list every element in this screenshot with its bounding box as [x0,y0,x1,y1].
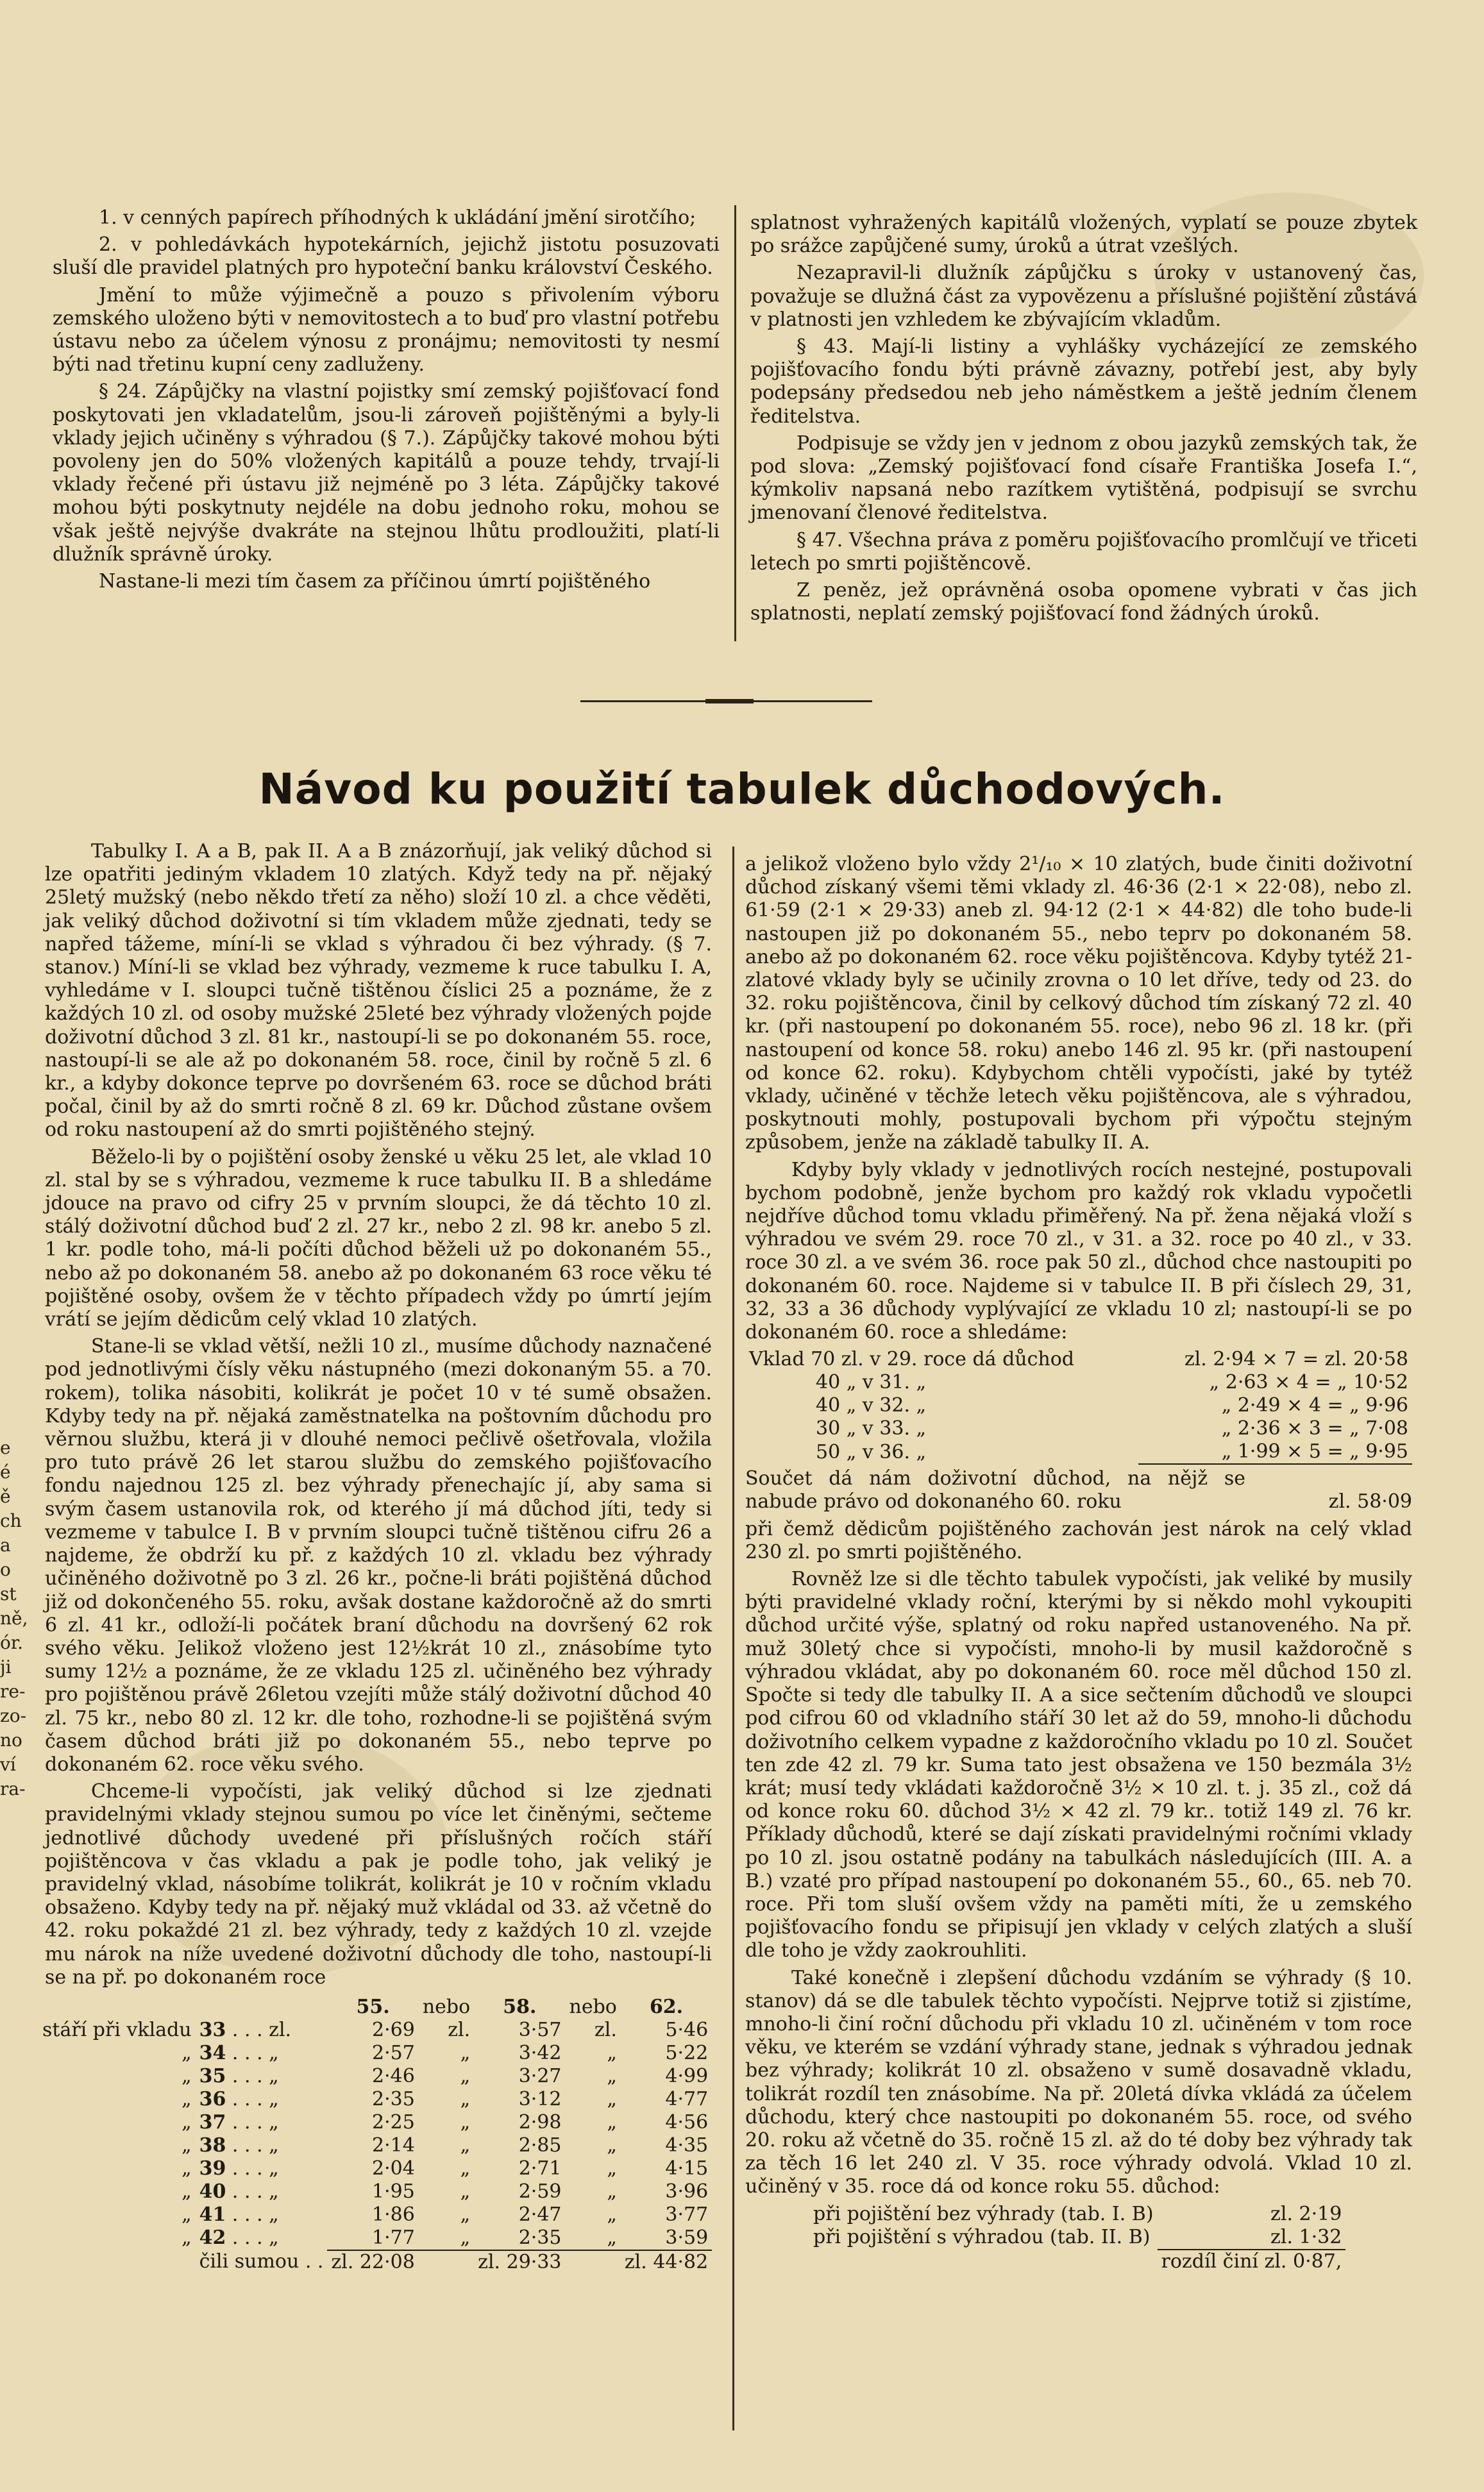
ditto-mark: „ [419,2227,474,2250]
row-label: při pojištění bez výhrady (tab. I. B) [813,2202,1154,2225]
ditto-mark: „ [181,2157,192,2180]
value-cell: 2·35 [372,2087,415,2110]
value-cell: 2·59 [518,2180,562,2203]
paragraph: § 24. Zápůjčky na vlastní pojistky smí zemský pojišťovací fond poskytovati jen vkladatelům, jsou-li zároveň pojištěnými a byly-li vklady jejich učiněny s výhradou (§ 7.). Zápůjčky takové mohou býti povoleny jen do 50% vložených kapitálů a pouze tehdy, trvají-li vklady řečené při ústavu již nejméně po 3 léta. Zápůjčky takové mohou býti poskytnuty nejdéle na dobu jednoho roku, mohou se však ještě nejvýše dvakráte na stejnou lhůtu prodloužiti, platí-li dlužník správně úroky. [53,380,720,566]
table-row [38,2134,712,2157]
value-cell: 2·25 [372,2110,415,2134]
paragraph: Jmění to může výjimečně a pouzo s přivolením výboru zemského uloženo býti v nemovitostech a to buď pro vlastní potřebu ústavu nebo za účelem výnosu z pronájmu; nemovitosti ty nesmí býti nad třetinu kupní ceny zadluženy. [53,283,720,376]
value-cell: 1·86 [372,2203,415,2226]
value-cell: 3·59 [621,2227,712,2250]
top-left-column [53,206,720,597]
row-value: zl. 2·19 [1270,2202,1342,2225]
margin-fragment: st [0,1583,17,1604]
paragraph: § 47. Všechna práva z poměru pojišťovacího promlčují ve třiceti letech po smrti pojištěncově. [750,528,1417,575]
margin-fragment: ch [0,1510,22,1531]
ditto-mark: „ [607,2157,617,2180]
row-value: zl. 1·32 [1158,2226,1346,2250]
ditto-mark: „ [460,2180,471,2203]
sum-cell: zl. 44·82 [624,2250,709,2273]
table-row [38,2065,712,2088]
row-calc: „ 2·36 × 3 = „ 7·08 [1221,1417,1408,1440]
sum-label: čili sumou . . [199,2250,324,2273]
paragraph: Stane-li se vklad větší, nežli 10 zl., musíme důchody naznačené pod jednotlivými čísly věku nástupného (mezi dokonaným 55. a 70. rokem), tolika násobiti, kolikrát je počet 10 v té sumě obsažen. Kdyby tedy na př. nějaká zaměstnatelka na poštovním důchodu pro věrnou službu, která ji v dlouhé nemoci pečlivě ošetřovala, vložila pro tuto právě 26 let starou službu do zemského pojišťovacího fondu najednou 125 zl. bez výhrady přenechajíc jí, aby sama si svým časem ustanovila rok, od kterého jí má důchod jíti, tedy si vezmeme v tabulce I. B v prvním sloupci tučně tištěnou cifru 26 a najdeme, že obdrží ku př. z každých 10 zl. vkladu bez výhrady učiněného doživotně po 3 zl. 26 kr., počne-li bráti pojištěná důchod již od dokončeného 55. roku, avšak dostane každoročně až do smrti 6 zl. 41 kr., odloží-li počátek braní důchodu na dovršený 62 rok svého věku. Jelikož vloženo jest 12½krát 10 zl., znásobíme tyto sumy 12½ a poznáme, že ze vkladu 125 zl. učiněného bez výhrady pro pojištěnou právě 26letou vzejíti může stálý doživotní důchod 40 zl. 75 kr., nebo 80 zl. 12 kr. dle toho, rozhodne-li se pojištěná svým časem důchod bráti již po dokonaném 55., nebo teprve po dokonaném 62. roce věku svého. [45,1335,712,1776]
paragraph: při čemž dědicům pojištěného zachován jest nárok na celý vklad 230 zl. po smrti pojištěného. [745,1517,1412,1563]
ditto-mark: „ [181,2041,192,2064]
age-cell: 36 . . . „ [199,2087,279,2110]
paragraph: Rovněž lze si dle těchto tabulek vypočísti, jak veliké by musily býti pravidelné vklady roční, kterými by si někdo mohl vykoupiti důchod určité výše, splatný od roku napřed ustanoveného. Na př. muž 30letý chce si vypočísti, mnoho-li by musil každoročně s výhradou vkládat, aby po dokonaném 60. roce měl důchod 150 zl. Spočte si tedy dle tabulky II. A a sice sečtením důchodů ve sloupci pod cifrou 60 od vkladního stáří 30 let až do 59, mnoho-li důchodu doživotního celkem vypadne z každoročního vkladu po 10 zl. Součet ten zde 42 zl. 79 kr. Suma tato jest obsažena ve 150 bezmála 3½ krát; musí tedy vkládati každoročně 3½ × 10 zl. t. j. 35 zl., což dá od konce roku 60. důchod 3½ × 42 zl. 79 kr.. totiž 149 zl. 76 kr. Příklady důchodů, které se dají získati pravidelnými ročními vklady po 10 zl. jsou ostatně podány na tabulkách následujících (III. A. a B.) vzaté pro případ nastoupení po dokonaném 55., 60., 65. neb 70. roce. Při tom sluší ovšem vždy na paměti míti, že u zemského pojišťovacího fondu se připisují jen vklady v celých zlatých a sluší dle toho je vždy zaokrouhliti. [745,1568,1412,1962]
ditto-mark: „ [607,2110,617,2134]
annuity-table-header [38,1996,712,2019]
paragraph: Nastane-li mezi tím časem za příčinou úmrtí pojištěného [99,570,651,593]
value-cell: 3·77 [665,2203,709,2226]
section-separator-center [705,699,754,703]
row-calc: zl. 2·94 × 7 = zl. 20·58 [1184,1348,1408,1371]
age-cell: 39 . . . „ [199,2157,279,2180]
value-cell: 3·57 [518,2018,562,2041]
value-cell: 3·96 [665,2180,709,2203]
value-cell: 2·85 [518,2134,562,2157]
margin-fragment: ně, [0,1608,28,1629]
ditto-mark: „ [181,2180,192,2203]
value-cell: 3·27 [518,2064,562,2087]
header-cell: 62. [649,1995,684,2018]
header-cell: nebo [422,1995,471,2018]
paragraph: Tabulky I. A a B, pak II. A a B znázorňují, jak veliký důchod si lze opatřiti jediným vkladem 10 zlatých. Když tedy na př. nějaký 25letý mužský (nebo někdo třetí za něho) složí 10 zl. a chce věděti, jak veliký důchod doživotní si tím vkladem může zjednati, tedy se napřed tážeme, míní-li se vklad s výhradou či bez výhrady. (§ 7. stanov.) Míní-li se vklad bez výhrady, vezmeme k ruce tabulku I. A, vyhledáme v I. sloupci tučně tištěnou číslici 25 a poznáme, že z každých 10 zl. od osoby mužské 25leté bez výhrady vložených pojde doživotní důchod 3 zl. 81 kr., nastoupí-li se po dokonaném 55. roce, nastoupí-li se ale až po dokonaném 58. roce, činil by ročně 5 zl. 6 kr., a kdyby dokonce teprve po dovršeném 63. roce se důchod bráti počal, činil by až do smrti ročně 8 zl. 69 kr. Důchod zůstane ovšem od roku nastoupení až do smrti pojištěného stejný. [45,840,712,1141]
margin-fragment: e [0,1437,11,1458]
ditto-mark: „ [460,2157,471,2180]
value-cell: 5·46 [665,2018,709,2041]
paragraph: a jelikož vloženo bylo vždy 2¹/₁₀ × 10 zlatých, bude činiti doživotní důchod získaný všemi těmi vklady zl. 46·36 (2·1 × 22·08), nebo zl. 61·59 (2·1 × 29·33) aneb zl. 94·12 (2·1 × 44·82) dle toho bude-li nastoupen již po dokonaném 55., nebo teprv po dokonaném 58. anebo až po dokonaném 62. roce věku pojištěncova. Kdyby tytéž 21-zlatové vklady byly se učinily zrovna o 10 let dříve, tedy od 23. do 32. roku pojištěncova, činil by celkový důchod tím získaný 72 zl. 40 kr. (při nastoupení po dokonaném 55. roce), nebo 96 zl. 18 kr. (při nastoupení od konce 58. roku) anebo 146 zl. 95 kr. (při nastoupení od konce 62. roku). Kdybychom chtěli vypočísti, jaké by tytéž vklady, učiněné v těchže letech věku pojištěncova, ale s výhradou, poskytnouti mohly, postupovali bychom při výpočtu stejným způsobem, jenže na základě tabulky II. A. [745,853,1412,1154]
ditto-mark: „ [181,2087,192,2110]
age-cell: 33 . . . zl. [199,2018,292,2041]
value-cell: 4·56 [665,2110,709,2134]
value-cell: 2·57 [372,2041,415,2064]
value-cell: 4·99 [665,2064,709,2087]
zl-cell: zl. [448,2018,471,2041]
row-label: při pojištění s výhradou (tab. II. B) [813,2226,1151,2249]
table-row [38,2088,712,2111]
bottom-right-column [745,853,1412,2273]
table-row [38,2042,712,2065]
ditto-mark: „ [566,2227,621,2250]
ditto-mark: „ [181,2064,192,2087]
table-row [809,2250,1345,2273]
table-row [38,2157,712,2180]
paragraph: Běželo-li by o pojištění osoby ženské u věku 25 let, ale vklad 10 zl. stal by se s výhradou, vezmeme k ruce tabulku II. B a shledáme jdouce na pravo od cifry 25 v prvním sloupci, že dá těchto 10 zl. stálý doživotní důchod buď 2 zl. 27 kr., nebo 2 zl. 98 kr. anebo 5 zl. 1 kr. podle toho, má-li počíti důchod běželi už po dokonaném 55., nebo až po dokonaném 58. anebo až po dokonaném 63 roce věku té pojištěné osoby, ovšem že v těchto případech vždy po úmrtí jejím vrátí se jejím dědicům celý vklad 10 zlatých. [45,1145,712,1331]
age-cell: 41 . . . „ [199,2203,279,2226]
paragraph: Také konečně i zlepšení důchodu vzdáním se výhrady (§ 10. stanov) dá se dle tabulek těchto vypočísti. Nejprve totiž si zjistíme, mnoho-li činí roční důchodu při vkladu 10 zl. učiněném v tom roce věku, ve kterém se vzdání výhrady stane, jednak s výhradou jednak bez výhrady; kolikrát 10 zl. obsaženo v sumě dosavadně vkladu, tolikrát rozdíl ten znásobíme. Na př. 20letá dívka vkládá za účelem důchodu, který chce nastoupiti po dokonaném 55. roce, od svého 20. roku až včetně do 35. ročně 15 zl. až do té doby bez výhrady tak za těch 16 let 240 zl. V 35. roce výhrady odvolá. Vklad 10 zl. učiněný v 35. roce dá od konce roku 55. důchod: [745,1966,1412,2198]
table-row [745,1417,1412,1440]
header-cell: 55. [356,1995,390,2018]
row-label: 50 „ v 36. „ [816,1440,927,1463]
age-cell: 40 . . . „ [199,2180,279,2203]
row-prefix: stáří při vkladu [42,2018,192,2041]
paragraph: splatnost vyhražených kapitálů vložených, vyplatí se pouze zbytek po srážce zapůjčené sumy, úroků a útrat vzešlých. [750,212,1417,258]
ditto-mark: „ [181,2134,192,2157]
paragraph: 1. v cenných papírech příhodných k ukládání jmění sirotčího; [99,206,696,229]
annuity-table [38,1996,712,2274]
header-cell: 58. [503,1995,537,2018]
zl-cell: zl. [594,2018,617,2041]
value-cell: 1·95 [372,2180,415,2203]
sum-cell: zl. 29·33 [478,2250,562,2273]
value-cell: 4·77 [665,2087,709,2110]
margin-fragment: re- [0,1681,26,1702]
ditto-mark: „ [607,2203,617,2226]
value-cell: 3·12 [518,2087,562,2110]
margin-fragment: ra- [0,1778,26,1799]
value-cell: 4·35 [665,2134,709,2157]
age-cell: 38 . . . „ [199,2134,279,2157]
row-calc: „ 2·49 × 4 = „ 9·96 [1221,1394,1408,1417]
ditto-mark: „ [607,2087,617,2110]
column-rule [732,846,734,2430]
table-row [745,1371,1412,1394]
reservation-difference-table [809,2203,1345,2273]
ditto-mark: „ [460,2110,471,2134]
row-label: 40 „ v 31. „ [816,1371,927,1394]
margin-fragment: o [0,1559,11,1580]
ditto-mark: „ [460,2041,471,2064]
value-cell: 5·22 [665,2041,709,2064]
ditto-mark: „ [607,2134,617,2157]
row-label: 30 „ v 33. „ [816,1417,927,1440]
ditto-mark: „ [607,2064,617,2087]
table-row [745,1440,1412,1464]
paragraph: § 43. Mají-li listiny a vyhlášky vycházející ze zemského pojišťovacího fondu býti právně závazny, potřebí jest, aby byly podepsány předsedou neb jeho náměstkem a ještě jedním členem ředitelstva. [750,335,1417,428]
top-right-column [750,212,1417,629]
difference-value: rozdíl činí zl. 0·87, [1161,2250,1342,2273]
margin-fragment: no [0,1730,22,1751]
row-label: 40 „ v 32. „ [816,1394,927,1417]
margin-fragment: a [0,1535,11,1556]
paragraph: Nezapravil-li dlužník zápůjčku s úroky v ustanovený čas, považuje se dlužná část za vypovězenu a příslušné pojištění zůstává v platnosti jen vzhledem ke zbývajícím vkladům. [750,262,1417,331]
age-cell: 37 . . . „ [199,2110,279,2134]
ditto-mark: „ [181,2227,192,2250]
value-cell: 2·69 [372,2018,415,2041]
ditto-mark: „ [460,2087,471,2110]
ditto-mark: „ [181,2110,192,2134]
ditto-mark: „ [607,2041,617,2064]
total-row [745,1467,1412,1513]
ditto-mark: „ [181,2203,192,2226]
value-cell: 2·71 [518,2157,562,2180]
row-calc: „ 2·63 × 4 = „ 10·52 [1209,1371,1408,1394]
table-row [38,2180,712,2203]
table-row [809,2226,1345,2250]
row-calc: „ 1·99 × 5 = „ 9·95 [1138,1440,1412,1464]
left-margin-fragments [0,1436,26,1802]
value-cell: 4·15 [665,2157,709,2180]
paragraph: Chceme-li vypočísti, jak veliký důchod si lze zjednati pravidelnými vklady stejnou sumou po více let činěnými, sečteme jednotlivé důchody uvedené při příslušných ročích stáří pojištěncova v čas vkladu a pak je podle toho, jak veliký je pravidelný vklad, násobíme tolikrát, kolikrát je 10 v ročním vkladu obsaženo. Kdyby tedy na př. nějaký muž vkládal od 33. až včetně do 42. roku pokaždé 21 zl. bez výhrady, tedy z každých 10 zl. vzejde mu nárok na níže uvedené doživotní důchody dle toho, nastoupí-li se na př. po dokonaném roce [45,1780,712,1989]
value-cell: 2·04 [372,2157,415,2180]
deposit-calculation-table [745,1348,1412,1465]
value-cell: 3·42 [518,2041,562,2064]
paragraph: Z peněz, jež oprávněná osoba opomene vybrati v čas jich splatnosti, neplatí zemský pojišťovací fond žádných úroků. [750,579,1417,625]
margin-fragment: ór. [0,1632,24,1653]
ditto-mark: „ [607,2180,617,2203]
paragraph: 2. v pohledávkách hypotekárních, jejichž jistotu posuzovati sluší dle pravidel platných pro hypoteční banku království Českého. [53,233,720,280]
value-cell: 2·46 [372,2064,415,2087]
margin-fragment: ě [0,1486,11,1507]
ditto-mark: „ [460,2134,471,2157]
value-cell: 2·14 [372,2134,415,2157]
table-row [38,2203,712,2227]
table-row [745,1394,1412,1417]
value-cell: 2·47 [518,2203,562,2226]
total-label: Součet dá nám doživotní důchod, na nějž se nabude právo od dokonaného 60. roku [745,1467,1245,1513]
age-cell: 42 . . . „ [199,2227,279,2250]
sum-cell: zl. 22·08 [331,2250,415,2273]
paragraph: Kdyby byly vklady v jednotlivých rocích nestejné, postupovali bychom podobně, jenže bychom pro každý rok vkladu vypočetli nejdříve důchod tomu vkladu přiměřený. Na př. žena nějaká vloží s výhradou ve svém 29. roce 70 zl., v 31. a 32. roce po 40 zl., v 33. roce 30 zl. a ve svém 36. roce pak 50 zl., důchod chce nastoupiti po dokonaném 60. roce. Najdeme si v tabulce II. B při číslech 29, 31, 32, 33 a 36 důchody vyplývající ze vkladu 10 zl; nastoupí-li se po dokonaném 60. roce a shledáme: [745,1158,1412,1344]
bottom-left-column [42,840,712,2274]
table-row [38,2227,712,2250]
row-label: Vklad 70 zl. v 29. roce dá důchod [749,1348,1075,1371]
margin-fragment: zo- [0,1705,27,1726]
age-cell: 35 . . . „ [199,2064,279,2087]
margin-fragment: ví [0,1754,16,1775]
value-cell: 2·98 [518,2110,562,2134]
table-row [38,2111,712,2134]
table-row [809,2203,1345,2226]
column-rule [734,205,736,641]
margin-fragment: ji [0,1656,12,1678]
value-cell: 1·77 [327,2227,418,2250]
ditto-mark: „ [460,2064,471,2087]
paragraph: Podpisuje se vždy jen v jednom z obou jazyků zemských tak, že pod slova: „Zemský pojišťovací fond císaře Františka Josefa I.“, kýmkoliv napsaná nebo razítkem vytištěná, podpisují se svrchu jmenovaní členové ředitelstva. [750,432,1417,525]
article-headline: Návod ku použití tabulek důchodových. [258,764,1226,814]
table-row [38,2019,712,2042]
value-cell: 2·35 [474,2227,565,2250]
table-row [745,1348,1412,1371]
ditto-mark: „ [460,2203,471,2226]
sum-row [38,2250,712,2274]
age-cell: 34 . . . „ [199,2041,279,2064]
total-value: zl. 58·09 [1328,1490,1412,1513]
header-cell: nebo [569,1995,617,2018]
margin-fragment: é [0,1461,11,1483]
